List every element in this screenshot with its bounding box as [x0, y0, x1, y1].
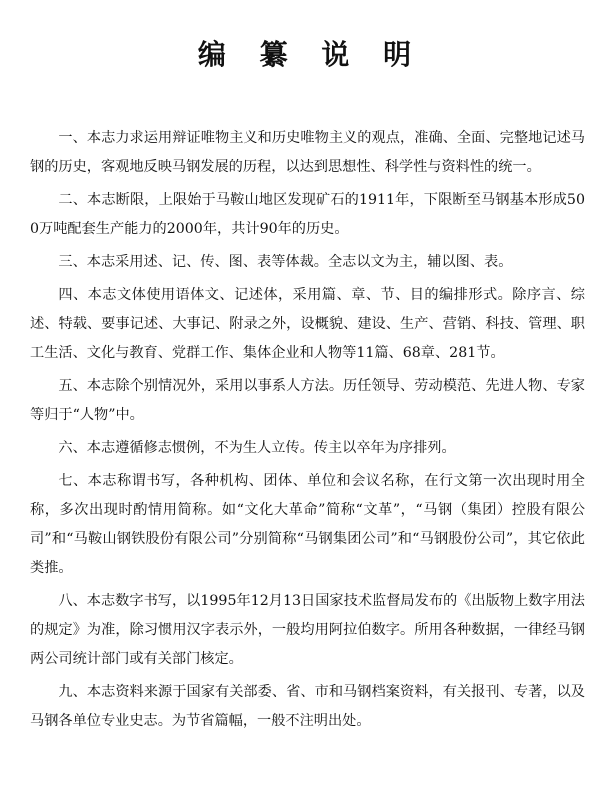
paragraph-7: 七、本志称谓书写，各种机构、团体、单位和会议名称，在行文第一次出现时用全称，多次出现时酌情用简称。如“文化大革命”简称“文革”，“马钢（集团）控股有限公司”和“马鞍山钢铁股份有限公司”分别简称“马钢集团公司”和“马钢股份公司”，其它依此类推。	[30, 473, 585, 576]
paragraph-8: 八、本志数字书写，以1995年12月13日国家技术监督局发布的《出版物上数字用法的规定》为准，除习惯用汉字表示外，一般均用阿拉伯数字。所用各种数据，一律经马钢两公司统计部门或有关部门核定。	[30, 593, 585, 667]
paragraph-4: 四、本志文体使用语体文、记述体，采用篇、章、节、目的编排形式。除序言、综述、特载、要事记述、大事记、附录之外，设概貌、建设、生产、营销、科技、管理、职工生活、文化与教育、党群工作、集体企业和人物等11篇、68章、281节。	[30, 287, 585, 361]
paragraph-9: 九、本志资料来源于国家有关部委、省、市和马钢档案资料，有关报刊、专著，以及马钢各单位专业史志。为节省篇幅，一般不注明出处。	[30, 684, 585, 729]
paragraph-5: 五、本志除个别情况外，采用以事系人方法。历任领导、劳动模范、先进人物、专家等归于“人物”中。	[30, 378, 585, 423]
paragraph-6: 六、本志遵循修志惯例，不为生人立传。传主以卒年为序排列。	[58, 440, 456, 456]
paragraph-2: 二、本志断限，上限始于马鞍山地区发现矿石的1911年，下限断至马钢基本形成500万吨配套生产能力的2000年，共计90年的历史。	[30, 192, 585, 237]
page-title: 编 纂 说 明	[197, 37, 424, 71]
paragraph-3: 三、本志采用述、记、传、图、表等体裁。全志以文为主，辅以图、表。	[58, 254, 513, 270]
document-body	[30, 124, 585, 740]
paragraph-1: 一、本志力求运用辩证唯物主义和历史唯物主义的观点，准确、全面、完整地记述马钢的历史，客观地反映马钢发展的历程，以达到思想性、科学性与资料性的统一。	[30, 130, 585, 175]
